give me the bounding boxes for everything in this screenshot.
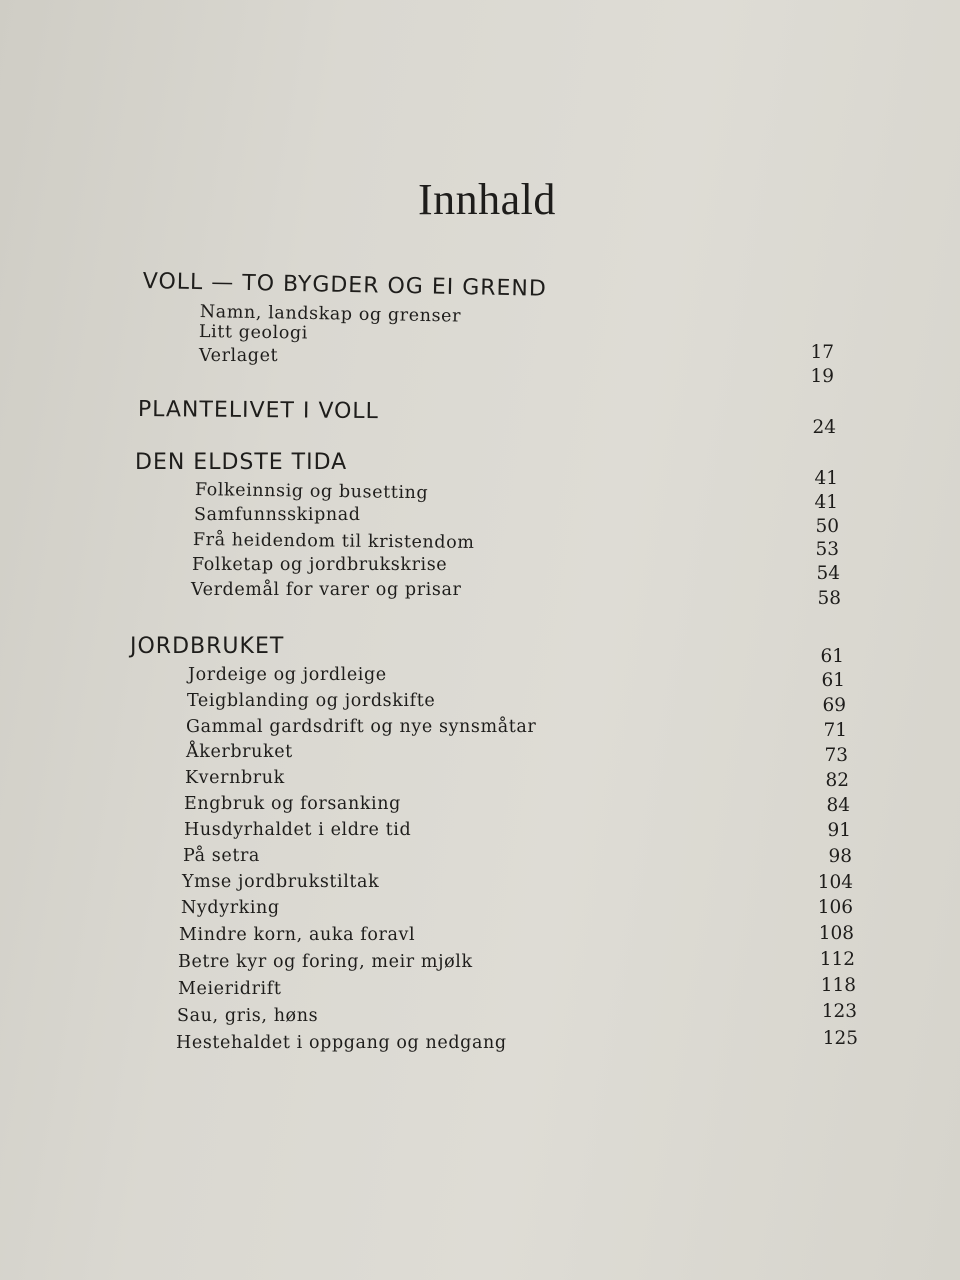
toc-entry: Frå heidendom til kristendom (192, 530, 475, 553)
page-number: 61 (820, 646, 844, 667)
page-number: 104 (817, 872, 853, 893)
page-number: 19 (810, 366, 834, 387)
page-number: 82 (825, 770, 849, 791)
toc-entry: Folketap og jordbrukskrise (192, 555, 448, 575)
page-number: 118 (820, 975, 856, 996)
page-number: 50 (815, 516, 839, 537)
toc-entry: Verlaget (199, 346, 279, 366)
page-number: 24 (812, 417, 836, 438)
page-number: 17 (810, 342, 834, 363)
toc-entry: Betre kyr og foring, meir mjølk (178, 952, 473, 972)
page-title: Innhald (418, 175, 556, 224)
page-number: 91 (827, 820, 851, 841)
page-number: 108 (818, 923, 854, 944)
toc-entry: Kvernbruk (185, 768, 285, 788)
toc-entry: Namn, landskap og grenser (199, 302, 462, 327)
toc-entry: Engbruk og forsanking (184, 794, 401, 814)
toc-entry: Samfunnsskipnad (194, 505, 361, 525)
page-number: 61 (821, 670, 845, 691)
toc-entry: Teigblanding og jordskifte (187, 691, 436, 711)
section-heading-plantelivet: PLANTELIVET I VOLL (137, 397, 379, 425)
page-number: 71 (823, 720, 847, 741)
page-number: 73 (824, 745, 848, 766)
toc-entry: Folkeinnsig og busetting (194, 480, 429, 504)
page-number: 54 (816, 563, 840, 584)
toc-entry: Husdyrhaldet i eldre tid (184, 820, 412, 840)
page-number: 125 (822, 1028, 858, 1049)
section-heading-den-eldste-tida: DEN ELDSTE TIDA (135, 450, 348, 475)
section-heading-voll: VOLL — TO BYGDER OG EI GREND (142, 269, 548, 302)
page-number: 106 (817, 897, 853, 918)
toc-entry: Meieridrift (178, 979, 282, 999)
toc-entry: Verdemål for varer og prisar (191, 580, 462, 600)
toc-entry: Hestehaldet i oppgang og nedgang (176, 1033, 507, 1053)
toc-entry: Sau, gris, høns (177, 1006, 319, 1026)
page-number: 123 (821, 1001, 857, 1022)
toc-entry: Gammal gardsdrift og nye synsmåtar (186, 717, 537, 737)
page-number: 98 (828, 846, 852, 867)
toc-entry: Ymse jordbrukstiltak (182, 872, 380, 892)
section-heading-jordbruket: JORDBRUKET (130, 634, 285, 659)
page-number: 41 (814, 468, 838, 489)
page-number: 69 (822, 695, 846, 716)
page-number: 53 (815, 539, 839, 560)
page-number: 112 (819, 949, 855, 970)
toc-entry: På setra (183, 846, 260, 866)
toc-entry: Jordeige og jordleige (188, 665, 387, 685)
toc-entry: Litt geologi (198, 322, 309, 344)
page-number: 58 (817, 588, 841, 609)
toc-entry: Nydyrking (181, 898, 280, 918)
page-number: 41 (814, 492, 838, 513)
toc-entry: Mindre korn, auka foravl (179, 925, 416, 945)
page-number: 84 (826, 795, 850, 816)
toc-entry: Åkerbruket (186, 742, 293, 762)
